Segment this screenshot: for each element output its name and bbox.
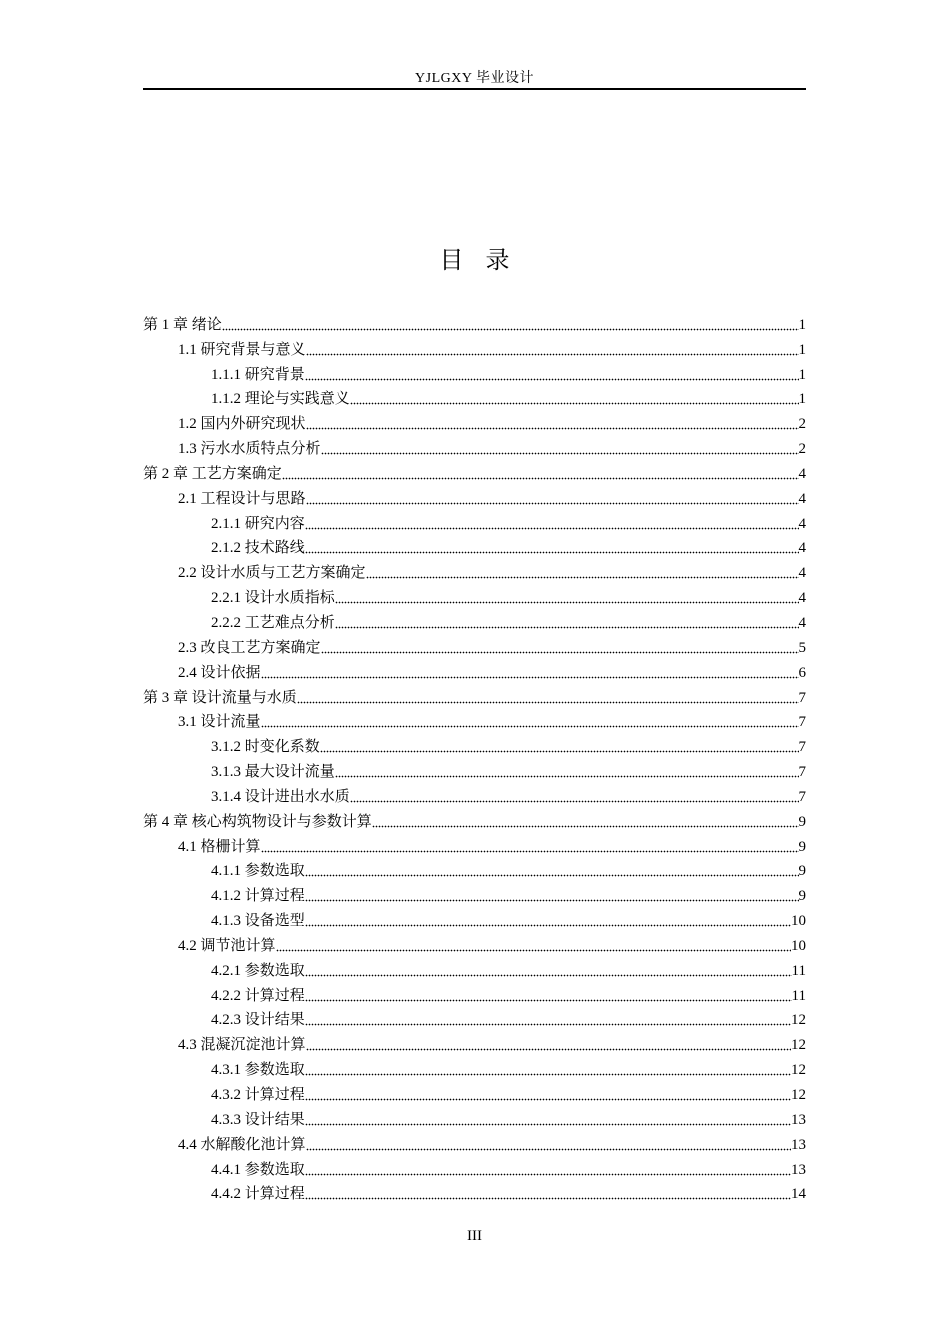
toc-entry-label: 1.1.2 理论与实践意义 xyxy=(211,391,350,408)
toc-entry-label: 第 4 章 核心构筑物设计与参数计算 xyxy=(143,813,372,830)
table-of-contents xyxy=(143,310,806,1204)
toc-entry-label: 4.2.2 计算过程 xyxy=(211,987,305,1004)
toc-entry-label: 4.3.3 设计结果 xyxy=(211,1111,305,1128)
toc-entry[interactable] xyxy=(143,757,806,782)
dot-leader xyxy=(305,518,799,530)
toc-entry-page: 1 xyxy=(798,366,806,383)
toc-entry[interactable] xyxy=(143,558,806,583)
dot-leader xyxy=(297,692,799,704)
dot-leader xyxy=(261,841,799,853)
header-rule xyxy=(143,88,806,90)
dot-leader xyxy=(305,1089,791,1101)
toc-entry-page: 10 xyxy=(791,937,806,954)
toc-entry-page: 4 xyxy=(798,565,806,582)
dot-leader xyxy=(305,542,799,554)
toc-entry-label: 4.3.2 计算过程 xyxy=(211,1087,305,1103)
toc-entry-page: 4 xyxy=(798,515,806,532)
toc-entry-label: 3.1 设计流量 xyxy=(178,714,261,731)
toc-entry-page: 4 xyxy=(798,590,806,607)
toc-entry-page: 2 xyxy=(798,441,806,458)
toc-entry[interactable] xyxy=(143,1080,806,1105)
toc-title: 目录 xyxy=(439,248,532,274)
toc-entry[interactable] xyxy=(143,434,806,459)
toc-entry-page: 13 xyxy=(791,1136,806,1153)
dot-leader xyxy=(305,1064,791,1076)
toc-entry-label: 4.3.1 参数选取 xyxy=(211,1062,305,1079)
toc-entry[interactable] xyxy=(143,708,806,733)
dot-leader xyxy=(321,443,799,455)
dot-leader xyxy=(366,567,799,579)
toc-entry-label: 3.1.3 最大设计流量 xyxy=(211,764,335,781)
dot-leader xyxy=(261,667,799,679)
toc-entry-label: 4.4.1 参数选取 xyxy=(211,1161,305,1178)
toc-entry[interactable] xyxy=(143,1030,806,1055)
toc-entry-page: 5 xyxy=(798,639,806,656)
toc-entry-page: 13 xyxy=(791,1161,806,1178)
toc-entry-page: 12 xyxy=(791,1062,806,1079)
toc-entry-page: 9 xyxy=(798,838,806,855)
toc-entry-label: 4.1.2 计算过程 xyxy=(211,888,305,905)
toc-entry-label: 4.2.1 参数选取 xyxy=(211,962,305,979)
toc-entry-page: 4 xyxy=(798,540,806,557)
toc-entry-page: 4 xyxy=(798,465,806,482)
toc-entry-page: 10 xyxy=(791,913,806,930)
toc-entry-label: 1.1 研究背景与意义 xyxy=(178,341,306,358)
toc-entry-label: 1.3 污水水质特点分析 xyxy=(178,441,321,458)
toc-entry[interactable] xyxy=(143,335,806,360)
dot-leader xyxy=(305,369,799,381)
toc-entry[interactable] xyxy=(143,459,806,484)
dot-leader xyxy=(306,418,799,430)
toc-entry[interactable] xyxy=(143,583,806,608)
toc-entry-label: 2.4 设计依据 xyxy=(178,664,261,681)
dot-leader xyxy=(305,890,799,902)
dot-leader xyxy=(306,1039,791,1051)
toc-entry[interactable] xyxy=(143,608,806,633)
toc-entry-page: 7 xyxy=(798,764,806,781)
toc-entry[interactable] xyxy=(143,310,806,335)
dot-leader xyxy=(305,865,799,877)
toc-entry[interactable] xyxy=(143,385,806,410)
toc-entry-page: 4 xyxy=(798,490,806,507)
toc-entry[interactable] xyxy=(143,534,806,559)
toc-entry[interactable] xyxy=(143,683,806,708)
toc-entry-page: 12 xyxy=(791,1012,806,1029)
dot-leader xyxy=(372,816,799,828)
dot-leader xyxy=(350,393,799,405)
toc-entry[interactable] xyxy=(143,857,806,882)
toc-entry-label: 4.1.3 设备选型 xyxy=(211,913,305,930)
dot-leader xyxy=(305,1014,791,1026)
toc-entry-page: 7 xyxy=(798,739,806,756)
toc-entry-label: 第 1 章 绪论 xyxy=(143,316,222,333)
dot-leader xyxy=(306,1139,791,1151)
toc-entry-page: 7 xyxy=(798,788,806,805)
toc-entry[interactable] xyxy=(143,1130,806,1155)
toc-entry-label: 1.2 国内外研究现状 xyxy=(178,416,306,433)
toc-entry-label: 2.2.1 设计水质指标 xyxy=(211,590,335,607)
dot-leader xyxy=(335,617,799,629)
toc-entry-page: 7 xyxy=(798,714,806,731)
toc-entry-label: 第 3 章 设计流量与水质 xyxy=(143,689,297,706)
dot-leader xyxy=(305,1188,791,1200)
toc-entry-page: 2 xyxy=(798,416,806,433)
toc-entry-page: 1 xyxy=(798,316,806,333)
toc-entry-page: 1 xyxy=(798,391,806,408)
toc-entry[interactable] xyxy=(143,633,806,658)
toc-entry-page: 6 xyxy=(798,664,806,681)
toc-entry[interactable] xyxy=(143,1006,806,1031)
toc-entry-label: 2.1.2 技术路线 xyxy=(211,540,305,557)
toc-entry[interactable] xyxy=(143,1155,806,1180)
toc-entry-page: 11 xyxy=(791,987,806,1004)
toc-entry[interactable] xyxy=(143,881,806,906)
toc-entry-label: 2.3 改良工艺方案确定 xyxy=(178,639,321,656)
dot-leader xyxy=(305,1114,791,1126)
toc-entry-label: 2.1.1 研究内容 xyxy=(211,515,305,532)
dot-leader xyxy=(261,716,799,728)
toc-entry[interactable] xyxy=(143,931,806,956)
toc-entry-label: 3.1.2 时变化系数 xyxy=(211,739,320,756)
toc-entry-page: 9 xyxy=(798,863,806,880)
dot-leader xyxy=(276,940,791,952)
toc-entry[interactable] xyxy=(143,658,806,683)
dot-leader xyxy=(335,766,799,778)
toc-entry-page: 7 xyxy=(798,689,806,706)
toc-entry-label: 4.4.2 计算过程 xyxy=(211,1186,305,1203)
page-header: YJLGXY 毕业设计 xyxy=(415,71,534,86)
toc-entry-label: 4.1.1 参数选取 xyxy=(211,863,305,880)
toc-entry-page: 11 xyxy=(791,962,806,979)
toc-entry-label: 2.2 设计水质与工艺方案确定 xyxy=(178,565,366,582)
toc-entry[interactable] xyxy=(143,360,806,385)
toc-entry[interactable] xyxy=(143,832,806,857)
toc-entry-label: 1.1.1 研究背景 xyxy=(211,366,305,383)
toc-entry-label: 4.2.3 设计结果 xyxy=(211,1012,305,1029)
dot-leader xyxy=(335,592,799,604)
toc-entry-label: 4.2 调节池计算 xyxy=(178,937,276,954)
toc-entry-page: 14 xyxy=(791,1186,806,1203)
toc-entry-label: 3.1.4 设计进出水水质 xyxy=(211,788,350,805)
toc-entry-label: 第 2 章 工艺方案确定 xyxy=(143,465,282,482)
toc-entry[interactable] xyxy=(143,807,806,832)
dot-leader xyxy=(305,990,792,1002)
dot-leader xyxy=(305,965,792,977)
toc-entry-label: 4.1 格栅计算 xyxy=(178,838,261,855)
dot-leader xyxy=(321,642,799,654)
toc-entry[interactable] xyxy=(143,1105,806,1130)
page-number: III xyxy=(467,1228,482,1244)
dot-leader xyxy=(305,915,791,927)
dot-leader xyxy=(222,319,799,331)
dot-leader xyxy=(282,468,799,480)
toc-entry-label: 2.2.2 工艺难点分析 xyxy=(211,614,335,631)
toc-entry-page: 9 xyxy=(798,813,806,830)
toc-entry-page: 9 xyxy=(798,888,806,905)
toc-entry-page: 12 xyxy=(791,1087,806,1103)
toc-entry[interactable] xyxy=(143,509,806,534)
dot-leader xyxy=(305,1164,791,1176)
dot-leader xyxy=(350,791,799,803)
toc-entry[interactable] xyxy=(143,484,806,509)
toc-entry-label: 2.1 工程设计与思路 xyxy=(178,490,306,507)
dot-leader xyxy=(320,741,799,753)
toc-entry-page: 4 xyxy=(798,614,806,631)
toc-entry[interactable] xyxy=(143,782,806,807)
toc-entry-page: 13 xyxy=(791,1111,806,1128)
toc-entry[interactable] xyxy=(143,732,806,757)
dot-leader xyxy=(306,493,799,505)
toc-entry[interactable] xyxy=(143,1180,806,1205)
toc-entry-label: 4.4 水解酸化池计算 xyxy=(178,1136,306,1153)
toc-entry[interactable] xyxy=(143,409,806,434)
toc-entry[interactable] xyxy=(143,981,806,1006)
toc-entry-label: 4.3 混凝沉淀池计算 xyxy=(178,1037,306,1054)
toc-entry-page: 1 xyxy=(798,341,806,358)
toc-entry[interactable] xyxy=(143,1055,806,1080)
dot-leader xyxy=(306,344,799,356)
toc-entry[interactable] xyxy=(143,906,806,931)
toc-entry[interactable] xyxy=(143,956,806,981)
toc-entry-page: 12 xyxy=(791,1037,806,1054)
